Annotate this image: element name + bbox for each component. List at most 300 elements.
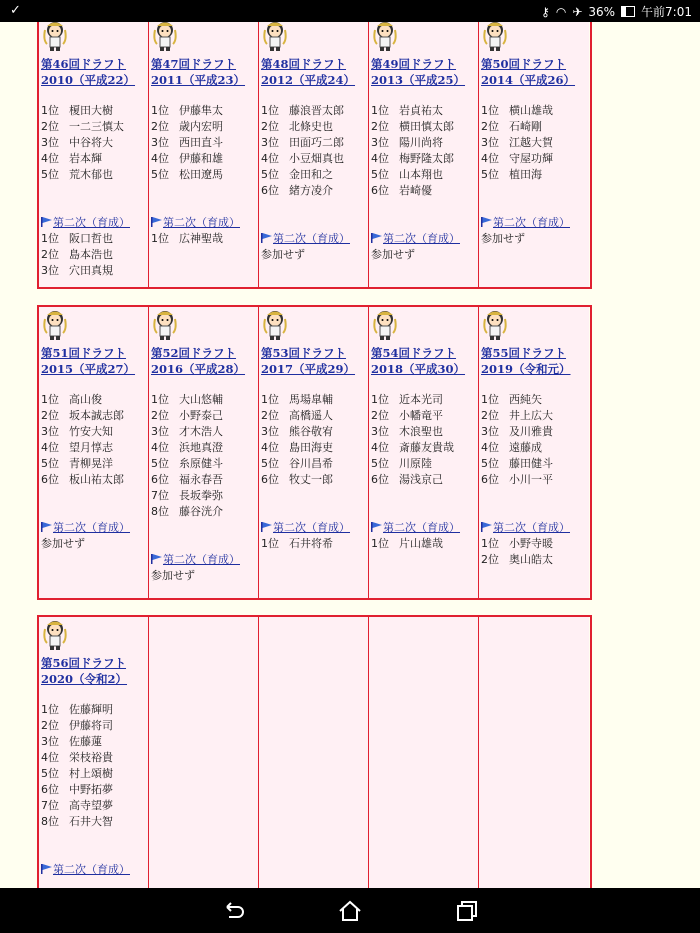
not-participated: 参加せず (261, 248, 305, 261)
draft-title-link[interactable] (151, 56, 245, 88)
pick-row (41, 750, 113, 766)
player-name: 川原陸 (399, 457, 432, 470)
pick-row (41, 167, 124, 183)
pick-rank: 6位 (261, 473, 279, 486)
pick-rank: 2位 (481, 120, 499, 133)
pick-rank: 1位 (41, 104, 59, 117)
second-draft-label: 第二次（育成） (383, 521, 460, 534)
pick-row (371, 392, 454, 408)
pick-row (261, 424, 333, 440)
second-pick-row (481, 552, 570, 568)
pick-row (261, 119, 344, 135)
pick-rank: 2位 (41, 719, 59, 732)
player-name: 田面巧二郎 (289, 136, 344, 149)
second-draft-link[interactable] (41, 862, 130, 878)
player-name: 村上頌樹 (69, 767, 113, 780)
player-name: 伊藤和雄 (179, 152, 223, 165)
draft-number: 第49回ドラフト (371, 57, 457, 71)
pick-row (481, 167, 553, 183)
flag-icon (371, 232, 383, 245)
second-draft-section (41, 862, 130, 878)
flag-icon (151, 216, 163, 229)
pick-list (151, 103, 223, 183)
pick-row (41, 814, 113, 830)
pick-rank: 4位 (481, 152, 499, 165)
pick-row (41, 702, 113, 718)
pick-rank: 3位 (41, 264, 59, 277)
pick-list (151, 392, 223, 520)
draft-title-link[interactable] (261, 345, 355, 377)
draft-title-link[interactable] (371, 56, 465, 88)
second-pick-row (371, 536, 460, 552)
pick-rank: 3位 (261, 136, 279, 149)
pick-rank: 1位 (371, 537, 389, 550)
draft-number: 第51回ドラフト (41, 346, 127, 360)
draft-year: 2014（平成26） (481, 73, 576, 87)
player-name: 岩本輝 (69, 152, 102, 165)
second-draft-link[interactable] (41, 215, 130, 231)
pick-rank: 5位 (41, 168, 59, 181)
second-draft-section (481, 215, 570, 247)
player-name: 江越大賀 (509, 136, 553, 149)
second-pick-row (41, 263, 130, 279)
wifi-icon: ◠ (555, 4, 567, 19)
second-draft-label: 第二次（育成） (53, 216, 130, 229)
player-name: 梅野隆太郎 (399, 152, 454, 165)
draft-number: 第56回ドラフト (41, 656, 127, 670)
key-icon: ⚷ (541, 4, 550, 19)
second-draft-label: 第二次（育成） (163, 216, 240, 229)
pick-row (151, 488, 223, 504)
pick-row (371, 408, 454, 424)
pick-rank: 4位 (371, 441, 389, 454)
mascot-icon (261, 22, 289, 52)
empty-cell (149, 617, 259, 888)
pick-rank: 4位 (41, 152, 59, 165)
second-draft-link[interactable] (151, 215, 240, 231)
mascot-icon (481, 309, 509, 341)
pick-rank: 1位 (261, 537, 279, 550)
pick-rank: 6位 (261, 184, 279, 197)
not-participated: 参加せず (151, 569, 195, 582)
second-draft-section (371, 231, 460, 263)
second-draft-section (261, 231, 350, 263)
second-pick-row (41, 231, 130, 247)
pick-rank: 1位 (41, 703, 59, 716)
pick-row (41, 456, 124, 472)
player-name: 高橋遥人 (289, 409, 333, 422)
pick-row (41, 798, 113, 814)
pick-rank: 1位 (481, 393, 499, 406)
second-draft-link[interactable] (261, 520, 350, 536)
pick-row (481, 472, 553, 488)
pick-rank: 2位 (481, 409, 499, 422)
player-name: 才木浩人 (179, 425, 223, 438)
pick-row (151, 103, 223, 119)
flag-icon (481, 216, 493, 229)
player-name: 山本翔也 (399, 168, 443, 181)
draft-year: 2019（令和元） (481, 362, 571, 376)
pick-rank: 4位 (261, 152, 279, 165)
second-draft-link[interactable] (261, 231, 350, 247)
pick-rank: 5位 (41, 457, 59, 470)
empty-cell (369, 617, 479, 888)
status-bar (0, 0, 700, 22)
not-participated: 参加せず (481, 232, 525, 245)
second-draft-section (41, 215, 130, 279)
player-name: 北條史也 (289, 120, 333, 133)
navigation-bar (0, 888, 700, 933)
second-draft-label: 第二次（育成） (383, 232, 460, 245)
pick-row (261, 472, 333, 488)
pick-row (151, 392, 223, 408)
draft-cell (369, 22, 479, 287)
pick-rank: 2位 (151, 120, 169, 133)
pick-row (151, 424, 223, 440)
second-draft-section (41, 520, 130, 552)
pick-rank: 1位 (151, 104, 169, 117)
player-name: 陽川尚将 (399, 136, 443, 149)
pick-row (481, 103, 553, 119)
mascot-icon (41, 22, 69, 52)
draft-year: 2013（平成25） (371, 73, 466, 87)
flag-icon (151, 553, 163, 566)
player-name: 荒木郁也 (69, 168, 113, 181)
player-name: 木浪聖也 (399, 425, 443, 438)
pick-rank: 6位 (41, 473, 59, 486)
player-name: 板山祐太郎 (69, 473, 124, 486)
draft-year: 2011（平成23） (151, 73, 246, 87)
player-name: 高山俊 (69, 393, 102, 406)
player-name: 穴田真規 (69, 264, 113, 277)
pick-row (41, 718, 113, 734)
pick-row (481, 424, 553, 440)
pick-rank: 5位 (371, 457, 389, 470)
second-draft-link[interactable] (41, 520, 130, 536)
pick-row (151, 119, 223, 135)
draft-cell (39, 22, 149, 287)
pick-list (481, 392, 553, 488)
pick-list (41, 702, 113, 830)
pick-rank: 3位 (41, 425, 59, 438)
pick-rank: 4位 (371, 152, 389, 165)
player-name: 石井大智 (69, 815, 113, 828)
draft-title-link[interactable] (41, 655, 127, 687)
player-name: 石井将希 (289, 537, 333, 550)
status-right (541, 3, 692, 20)
second-draft-label: 第二次（育成） (53, 521, 130, 534)
pick-rank: 6位 (371, 473, 389, 486)
flag-icon (261, 232, 273, 245)
draft-year: 2020（令和2） (41, 672, 128, 686)
pick-rank: 1位 (41, 393, 59, 406)
pick-rank: 4位 (151, 152, 169, 165)
player-name: 谷川昌希 (289, 457, 333, 470)
player-name: 西田直斗 (179, 136, 223, 149)
draft-year: 2012（平成24） (261, 73, 356, 87)
draft-cell (479, 22, 589, 287)
second-draft-link[interactable] (151, 552, 240, 568)
player-name: 坂本誠志郎 (69, 409, 124, 422)
player-name: 守屋功輝 (509, 152, 553, 165)
back-icon[interactable] (221, 898, 247, 924)
pick-rank: 2位 (481, 553, 499, 566)
pick-rank: 2位 (261, 120, 279, 133)
pick-row (261, 135, 344, 151)
player-name: 奥山皓太 (509, 553, 553, 566)
flag-icon (481, 521, 493, 534)
pick-row (41, 103, 124, 119)
pick-row (481, 456, 553, 472)
pick-row (41, 472, 124, 488)
player-name: 中谷将大 (69, 136, 113, 149)
player-name: 松田遼馬 (179, 168, 223, 181)
check-icon: ✓ (10, 3, 21, 18)
player-name: 小野寺暖 (509, 537, 553, 550)
player-name: 井上広大 (509, 409, 553, 422)
second-draft-label: 第二次（育成） (53, 863, 130, 876)
draft-number: 第54回ドラフト (371, 346, 457, 360)
draft-title-link[interactable] (261, 56, 355, 88)
pick-rank: 2位 (371, 120, 389, 133)
pick-row (261, 167, 344, 183)
pick-rank: 5位 (371, 168, 389, 181)
pick-rank: 5位 (151, 457, 169, 470)
draft-number: 第55回ドラフト (481, 346, 567, 360)
pick-row (481, 440, 553, 456)
second-draft-section (261, 520, 350, 552)
player-name: 高寺望夢 (69, 799, 113, 812)
pick-rank: 3位 (371, 425, 389, 438)
draft-title-link[interactable] (481, 345, 571, 377)
pick-rank: 1位 (261, 104, 279, 117)
pick-row (261, 183, 344, 199)
player-name: 佐藤輝明 (69, 703, 113, 716)
player-name: 榎田大樹 (69, 104, 113, 117)
pick-rank: 8位 (151, 505, 169, 518)
pick-row (371, 151, 454, 167)
pick-row (41, 424, 124, 440)
pick-row (371, 103, 454, 119)
pick-rank: 3位 (371, 136, 389, 149)
home-icon[interactable] (337, 898, 363, 924)
pick-rank: 2位 (371, 409, 389, 422)
player-name: 小野泰己 (179, 409, 223, 422)
second-draft-section (151, 552, 240, 584)
pick-row (481, 119, 553, 135)
pick-list (481, 103, 553, 183)
player-name: 福永春吾 (179, 473, 223, 486)
pick-row (151, 167, 223, 183)
player-name: 伊藤隼太 (179, 104, 223, 117)
player-name: 湯浅京己 (399, 473, 443, 486)
pick-list (371, 103, 454, 199)
second-draft-link[interactable] (481, 215, 570, 231)
player-name: 糸原健斗 (179, 457, 223, 470)
pick-rank: 1位 (371, 104, 389, 117)
pick-rank: 3位 (41, 136, 59, 149)
pick-rank: 2位 (41, 248, 59, 261)
draft-block (37, 615, 592, 888)
pick-rank: 6位 (371, 184, 389, 197)
player-name: 小川一平 (509, 473, 553, 486)
draft-number: 第52回ドラフト (151, 346, 237, 360)
draft-year: 2010（平成22） (41, 73, 136, 87)
mascot-icon (41, 619, 69, 651)
pick-row (481, 392, 553, 408)
airplane-icon: ✈ (572, 4, 583, 19)
draft-title-link[interactable] (41, 345, 135, 377)
flag-icon (41, 521, 53, 534)
draft-title-link[interactable] (151, 345, 245, 377)
mascot-icon (41, 309, 69, 341)
player-name: 小豆畑真也 (289, 152, 344, 165)
player-name: 遠藤成 (509, 441, 542, 454)
draft-number: 第50回ドラフト (481, 57, 567, 71)
pick-row (481, 151, 553, 167)
pick-rank: 2位 (151, 409, 169, 422)
second-pick-row (151, 231, 240, 247)
player-name: 阪口哲也 (69, 232, 113, 245)
pick-rank: 5位 (41, 767, 59, 780)
player-name: 横山雄哉 (509, 104, 553, 117)
player-name: 横田慎太郎 (399, 120, 454, 133)
draft-cell (259, 22, 369, 287)
player-name: 斎藤友貴哉 (399, 441, 454, 454)
pick-rank: 4位 (41, 751, 59, 764)
pick-row (371, 183, 454, 199)
pick-list (41, 392, 124, 488)
second-draft-link[interactable] (371, 520, 460, 536)
pick-rank: 1位 (151, 393, 169, 406)
draft-cell (39, 617, 149, 888)
pick-row (261, 408, 333, 424)
pick-row (41, 392, 124, 408)
clock: 午前7:01 (641, 5, 692, 19)
second-draft-label: 第二次（育成） (163, 553, 240, 566)
pick-row (41, 782, 113, 798)
pick-row (261, 103, 344, 119)
pick-rank: 3位 (481, 136, 499, 149)
empty-cell (259, 617, 369, 888)
player-name: 植田海 (509, 168, 542, 181)
draft-cell (39, 307, 149, 598)
pick-rank: 5位 (261, 457, 279, 470)
player-name: 島本浩也 (69, 248, 113, 261)
player-name: 歳内宏明 (179, 120, 223, 133)
draft-number: 第46回ドラフト (41, 57, 127, 71)
pick-row (151, 504, 223, 520)
second-pick-row (481, 536, 570, 552)
pick-rank: 6位 (151, 473, 169, 486)
not-participated: 参加せず (41, 537, 85, 550)
empty-cell (479, 617, 589, 888)
second-draft-link[interactable] (481, 520, 570, 536)
player-name: 島田海吏 (289, 441, 333, 454)
second-draft-label: 第二次（育成） (493, 521, 570, 534)
player-name: 牧丈一郎 (289, 473, 333, 486)
mascot-icon (371, 309, 399, 341)
pick-rank: 2位 (41, 409, 59, 422)
pick-row (481, 135, 553, 151)
player-name: 藤田健斗 (509, 457, 553, 470)
pick-row (151, 456, 223, 472)
player-name: 広神聖哉 (179, 232, 223, 245)
player-name: 浜地真澄 (179, 441, 223, 454)
pick-rank: 1位 (41, 232, 59, 245)
player-name: 長坂拳弥 (179, 489, 223, 502)
pick-rank: 6位 (481, 473, 499, 486)
player-name: 金田和之 (289, 168, 333, 181)
pick-row (41, 119, 124, 135)
mascot-icon (151, 309, 179, 341)
recent-apps-icon[interactable] (454, 898, 480, 924)
player-name: 岩貞祐太 (399, 104, 443, 117)
pick-row (371, 119, 454, 135)
player-name: 岩崎優 (399, 184, 432, 197)
pick-rank: 1位 (481, 537, 499, 550)
draft-cell (149, 307, 259, 598)
player-name: 中野拓夢 (69, 783, 113, 796)
pick-list (261, 103, 344, 199)
player-name: 石崎剛 (509, 120, 542, 133)
second-draft-label: 第二次（育成） (273, 232, 350, 245)
draft-cell (149, 22, 259, 287)
second-draft-link[interactable] (371, 231, 460, 247)
pick-row (261, 440, 333, 456)
mascot-icon (261, 309, 289, 341)
pick-row (371, 135, 454, 151)
second-draft-section (151, 215, 240, 247)
pick-rank: 5位 (481, 168, 499, 181)
player-name: 緒方凌介 (289, 184, 333, 197)
pick-row (41, 766, 113, 782)
player-name: 栄枝裕貴 (69, 751, 113, 764)
draft-title-link[interactable] (481, 56, 575, 88)
draft-block (37, 305, 592, 600)
pick-row (371, 424, 454, 440)
pick-row (41, 408, 124, 424)
player-name: 熊谷敬宥 (289, 425, 333, 438)
player-name: 藤谷洸介 (179, 505, 223, 518)
draft-title-link[interactable] (371, 345, 465, 377)
pick-row (371, 456, 454, 472)
pick-rank: 7位 (41, 799, 59, 812)
flag-icon (41, 863, 53, 876)
pick-rank: 2位 (261, 409, 279, 422)
draft-title-link[interactable] (41, 56, 135, 88)
pick-rank: 1位 (371, 393, 389, 406)
player-name: 一二三慎太 (69, 120, 124, 133)
pick-row (371, 440, 454, 456)
pick-rank: 7位 (151, 489, 169, 502)
pick-row (261, 392, 333, 408)
pick-row (481, 408, 553, 424)
pick-rank: 5位 (481, 457, 499, 470)
pick-rank: 3位 (481, 425, 499, 438)
pick-row (151, 472, 223, 488)
pick-rank: 4位 (41, 441, 59, 454)
pick-rank: 6位 (41, 783, 59, 796)
draft-number: 第53回ドラフト (261, 346, 347, 360)
second-pick-row (261, 536, 350, 552)
second-draft-label: 第二次（育成） (493, 216, 570, 229)
pick-row (151, 408, 223, 424)
draft-cell (369, 307, 479, 598)
draft-year: 2018（平成30） (371, 362, 466, 376)
mascot-icon (481, 22, 509, 52)
pick-row (151, 151, 223, 167)
